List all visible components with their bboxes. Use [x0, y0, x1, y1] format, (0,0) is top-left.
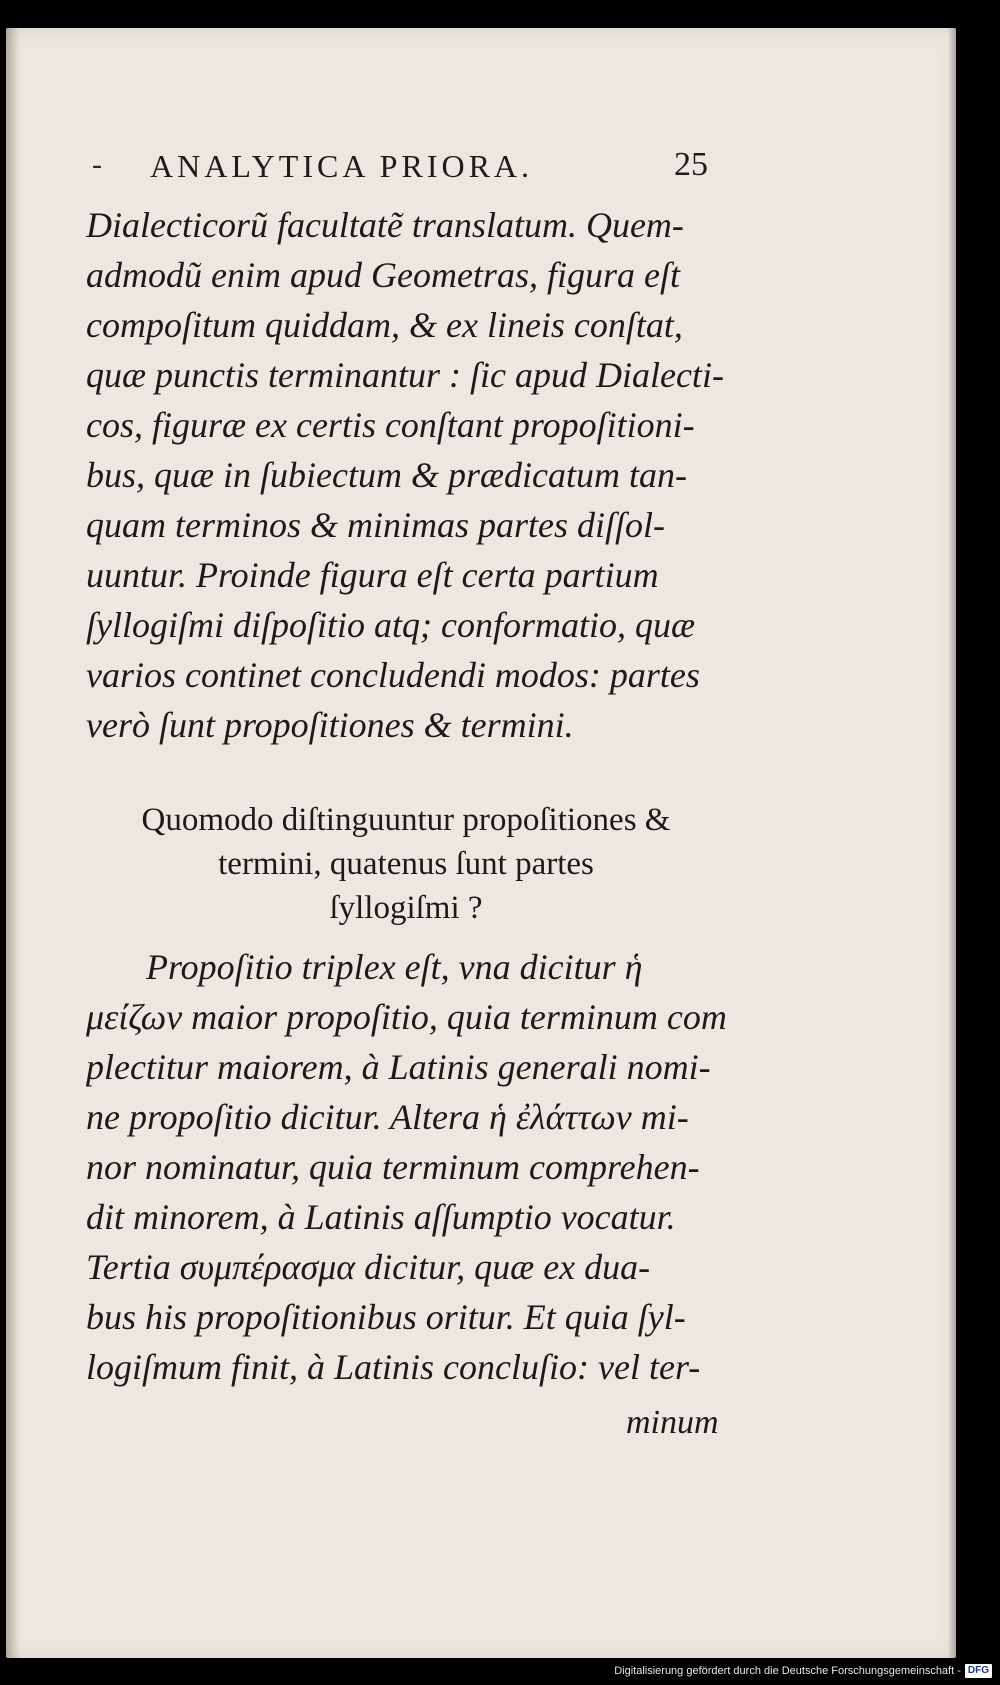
footer-credit: Digitalisierung gefördert durch die Deutsche Forschungsgemeinschaft -: [614, 1665, 961, 1677]
running-head: [86, 146, 726, 196]
paragraph-2: [86, 942, 736, 1392]
heading-line: Quomodo diſtinguuntur propoſitiones &: [141, 802, 671, 838]
catchword: minum: [626, 1404, 719, 1441]
spine-shadow: [6, 28, 20, 1658]
text-line: Propoſitio triplex eſt, vna dicitur ἡ: [146, 947, 643, 987]
text-line: quæ punctis terminantur : ſic apud Dialecti-: [86, 355, 724, 395]
book-page: [6, 28, 956, 1658]
text-line: ne propoſitio dicitur. Altera ἡ ἐλάττων mi-: [86, 1097, 689, 1137]
text-line: quam terminos & minimas partes diſſol-: [86, 505, 666, 545]
running-head-dash: -: [92, 148, 102, 181]
text-line: admodũ enim apud Geometras, figura eſt: [86, 255, 680, 295]
text-line: dit minorem, à Latinis aſſumptio vocatur.: [86, 1197, 676, 1237]
text-line: Dialecticorũ facultatẽ translatum. Quem-: [86, 205, 684, 245]
text-line: verò ſunt propoſitiones & termini.: [86, 705, 574, 745]
text-line: nor nominatur, quia terminum comprehen-: [86, 1147, 700, 1187]
heading-line: ſyllogiſmi ?: [329, 890, 483, 926]
text-line: cos, figuræ ex certis conſtant propoſitioni-: [86, 405, 695, 445]
running-head-title: ANALYTICA PRIORA.: [150, 148, 534, 184]
text-line: ſyllogiſmi diſpoſitio atq; conformatio, quæ: [86, 605, 695, 645]
text-line: varios continet concludendi modos: partes: [86, 655, 700, 695]
page-number: 25: [674, 146, 708, 183]
text-line: Tertia συμπέρασμα dicitur, quæ ex dua-: [86, 1247, 651, 1287]
text-line: logiſmum finit, à Latinis concluſio: vel ter-: [86, 1347, 701, 1387]
text-line: uuntur. Proinde figura eſt certa partium: [86, 555, 659, 595]
page-edge-shadow: [948, 28, 956, 1658]
text-line: bus his propoſitionibus oritur. Et quia ſyl-: [86, 1297, 686, 1337]
section-heading: [56, 798, 756, 930]
text-line: compoſitum quiddam, & ex lineis conſtat,: [86, 305, 683, 345]
heading-line: termini, quatenus ſunt partes: [218, 846, 594, 882]
text-line: bus, quæ in ſubiectum & prædicatum tan-: [86, 455, 687, 495]
dfg-logo-icon: DFG: [965, 1664, 992, 1678]
text-line: plectitur maiorem, à Latinis generali nomi-: [86, 1047, 711, 1087]
digitization-footer: [614, 1663, 992, 1679]
text-line: μείζων maior propoſitio, quia terminum com: [86, 997, 727, 1037]
paragraph-1: [86, 200, 736, 750]
